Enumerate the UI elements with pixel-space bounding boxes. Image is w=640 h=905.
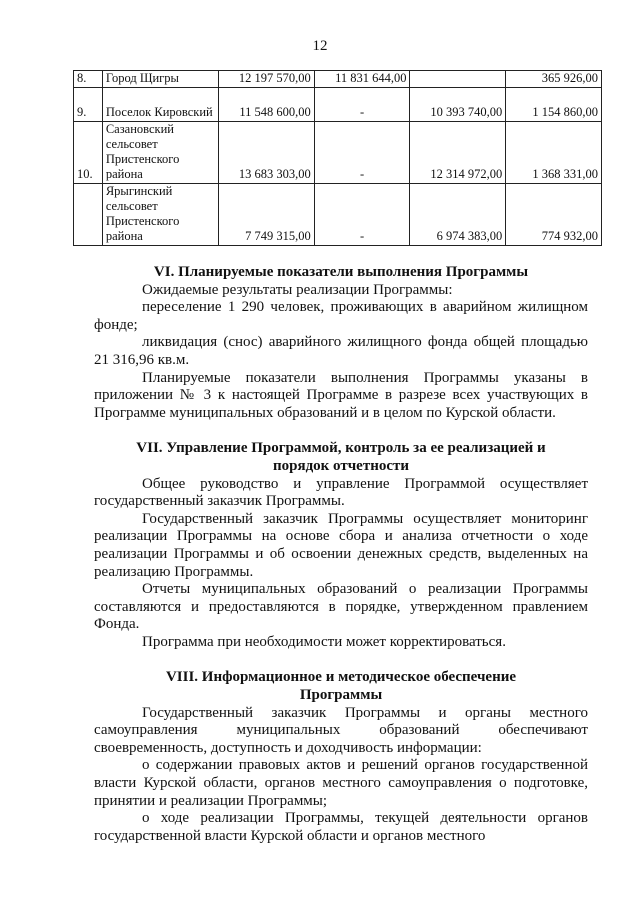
paragraph: ликвидация (снос) аварийного жилищного фонда общей площадью 21 316,96 кв.м. <box>94 334 588 368</box>
row-number: 8. <box>74 71 103 88</box>
table-row <box>74 122 602 184</box>
row-number <box>74 184 103 246</box>
section-7-heading <box>94 440 588 475</box>
table-row <box>74 184 602 246</box>
paragraph: Государственный заказчик Программы и органы местного самоуправления муниципальных образований обеспечивают своевременность, доступность и доходчивость информации: <box>94 704 588 756</box>
table-row <box>74 71 602 88</box>
amount-col-2: - <box>314 184 410 246</box>
paragraph: Общее руководство и управление Программой осуществляет государственный заказчик Программы. <box>94 475 588 510</box>
paragraph: Планируемые показатели выполнения Программы указаны в приложении № 3 к настоящей Программе в разрезе всех участвующих в Программе муниципальных образований и в целом по Курской области. <box>94 369 588 421</box>
amount-col-4: 774 932,00 <box>506 184 602 246</box>
amount-col-2: - <box>314 88 410 122</box>
total-amount: 12 197 570,00 <box>219 71 315 88</box>
amount-col-3: 10 393 740,00 <box>410 88 506 122</box>
amount-col-4: 1 154 860,00 <box>506 88 602 122</box>
municipality-name: Поселок Кировский <box>102 88 218 122</box>
heading-line: VIII. Информационное и методическое обеспечение <box>165 669 517 686</box>
funding-table <box>73 70 602 246</box>
section-6-heading: VI. Планируемые показатели выполнения Программы <box>153 264 529 280</box>
document-body <box>94 264 588 845</box>
table-row <box>74 88 602 122</box>
heading-line: порядок отчетности <box>272 457 410 474</box>
total-amount: 11 548 600,00 <box>219 88 315 122</box>
page-number: 12 <box>312 38 328 54</box>
total-amount: 7 749 315,00 <box>219 184 315 246</box>
row-number: 10. <box>74 122 103 184</box>
amount-col-3: 6 974 383,00 <box>410 184 506 246</box>
paragraph: переселение 1 290 человек, проживающих в аварийном жилищном фонде; <box>94 299 588 333</box>
paragraph: Государственный заказчик Программы осуществляет мониторинг реализации Программы на основе сбора и анализа отчетности о ходе реализации Программы и об освоении денежных средств, выделенных на реализацию Программы. <box>94 510 588 580</box>
paragraph: о содержании правовых актов и решений органов государственной власти Курской области, органов местного самоуправления о подготовке, принятии и реализации Программы; <box>94 757 588 809</box>
row-number: 9. <box>74 88 103 122</box>
municipality-name: Город Щигры <box>102 71 218 88</box>
paragraph: Ожидаемые результаты реализации Программы: <box>142 281 453 298</box>
paragraph: о ходе реализации Программы, текущей деятельности органов государственной власти Курской области и органов местного <box>94 810 588 844</box>
amount-col-4: 1 368 331,00 <box>506 122 602 184</box>
heading-line: Программы <box>299 687 383 704</box>
amount-col-3: 12 314 972,00 <box>410 122 506 184</box>
amount-col-3 <box>410 71 506 88</box>
paragraph: Программа при необходимости может корректироваться. <box>142 633 506 650</box>
paragraph: Отчеты муниципальных образований о реализации Программы составляются и предоставляются в порядке, утвержденном правлением Фонда. <box>94 581 588 633</box>
amount-col-2: 11 831 644,00 <box>314 71 410 88</box>
heading-line: VII. Управление Программой, контроль за ее реализацией и <box>136 440 546 457</box>
municipality-name: Сазановский сельсовет Пристенского района <box>102 122 218 184</box>
amount-col-2: - <box>314 122 410 184</box>
amount-col-4: 365 926,00 <box>506 71 602 88</box>
municipality-name: Ярыгинский сельсовет Пристенского района <box>102 184 218 246</box>
total-amount: 13 683 303,00 <box>219 122 315 184</box>
section-8-heading <box>94 669 588 704</box>
